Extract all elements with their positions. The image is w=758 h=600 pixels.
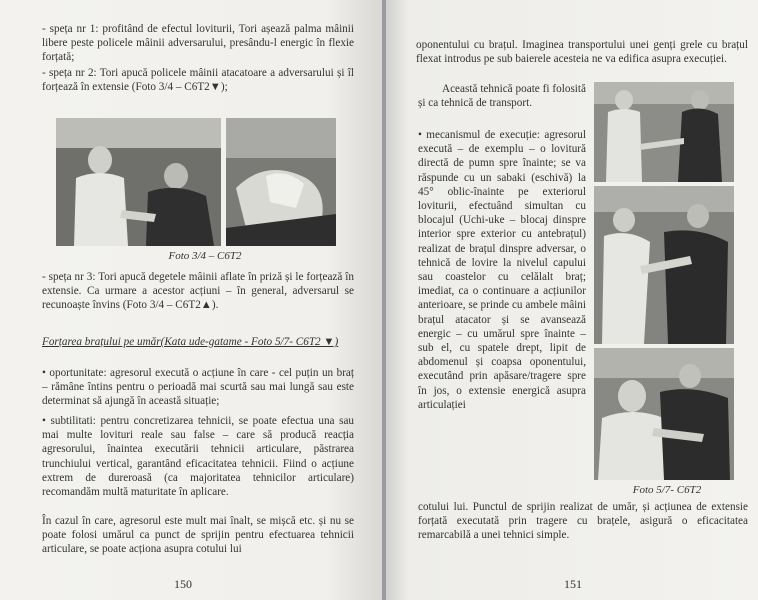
left-page-number: 150 xyxy=(174,577,192,591)
right-paragraph-4: cotului lui. Punctul de sprijin realizat de umăr, și acțiunea de extensie forțată executată prin tragere cu brațele, asigură o eficacitatea remarcabilă a unei tehnici simple. xyxy=(418,501,748,542)
photo-3-right xyxy=(226,118,336,246)
right-paragraph-1: oponentului cu brațul. Imaginea transportului unei genți grele cu brațul flexat introdus pe sub baierele acesteia ne va edifica asupra execuției. xyxy=(416,39,748,66)
photo-5 xyxy=(594,82,734,182)
left-paragraph-6: În cazul în care, agresorul este mult mai înalt, se mișcă etc. și nu se poate folosi umărul ca punct de sprijin pentru efectuarea tehnicii articulare, se poate acționa asupra cotului lui xyxy=(42,515,354,556)
right-paragraph-2: Această tehnică poate fi folosită și ca tehnică de transport. xyxy=(418,83,586,110)
photo-3-left xyxy=(56,118,221,246)
left-paragraph-3: - speța nr 3: Tori apucă degetele mâinii aflate în priză și le forțează în extensie. Ca urmare a acestor acțiuni – în general, adversarul se recunoaște învins (Foto 3/4 – C6T2▲). xyxy=(42,271,354,312)
photo-7 xyxy=(594,348,734,480)
left-paragraph-4: • oportunitate: agresorul execută o acțiune în care - cel puțin un braț – rămâne întins pentru o perioadă mai scurtă sau mai lungă sau este determinat să ajungă în această situație; xyxy=(42,367,354,408)
left-paragraph-1: - speța nr 1: profitând de efectul loviturii, Tori așează palma mâinii libere peste policele mâinii adversarului, presându-l energic în flexie forțată; xyxy=(42,23,354,64)
right-photo-caption: Foto 5/7- C6T2 xyxy=(632,484,702,496)
photo-6 xyxy=(594,186,734,344)
left-photo-caption: Foto 3/4 – C6T2 xyxy=(168,250,242,262)
section-heading: Forțarea brațului pe umăr(Kata ude-gatame - Foto 5/7- C6T2 ▼) xyxy=(42,336,339,348)
left-paragraph-5: • subtilitati: pentru concretizarea tehnicii, se poate efectua una sau mai multe lovituri reale sau false – care să producă reacția agresorului, înaintea executării tehnicii articulare, păstrarea trunchiului vertical, garantând eficacitatea tehnicii. Fiind o acțiune extrem de dureroasă (ca majoritatea tehnicilor articulare) recomandăm multă maturitate în aplicare. xyxy=(42,415,354,499)
left-paragraph-2: - speța nr 2: Tori apucă policele mâinii atacatoare a adversarului și îl forțează în extensie (Foto 3/4 – C6T2▼); xyxy=(42,67,354,94)
right-page xyxy=(386,0,758,600)
right-page-number: 151 xyxy=(564,577,582,591)
right-paragraph-3: • mecanismul de execuție: agresorul execută – de exemplu – o lovitură directă de pumn spre înainte; se va răspunde cu un sabaki (eschivă) la 45° oblic-înainte pe exteriorul loviturii, efectuând simultan cu blocajul (Uchi-uke – blocaj dinspre interior spre exterior cu antebrațul) realizat de brațul dinspre adversar, o tehnică de lovire la nivelul capului sau coastelor cu celălalt braț; imediat, ca o continuare a acțiunilor anterioare, se prinde cu ambele mâini brațul atacator și se avansează energic – cu umărul spre înainte – sub el, cu spatele drept, lipit de abdomenul și coapsa oponentului, executând prin apăsare/tragere spre în jos, o extensie energică asupra articulației xyxy=(418,129,586,411)
